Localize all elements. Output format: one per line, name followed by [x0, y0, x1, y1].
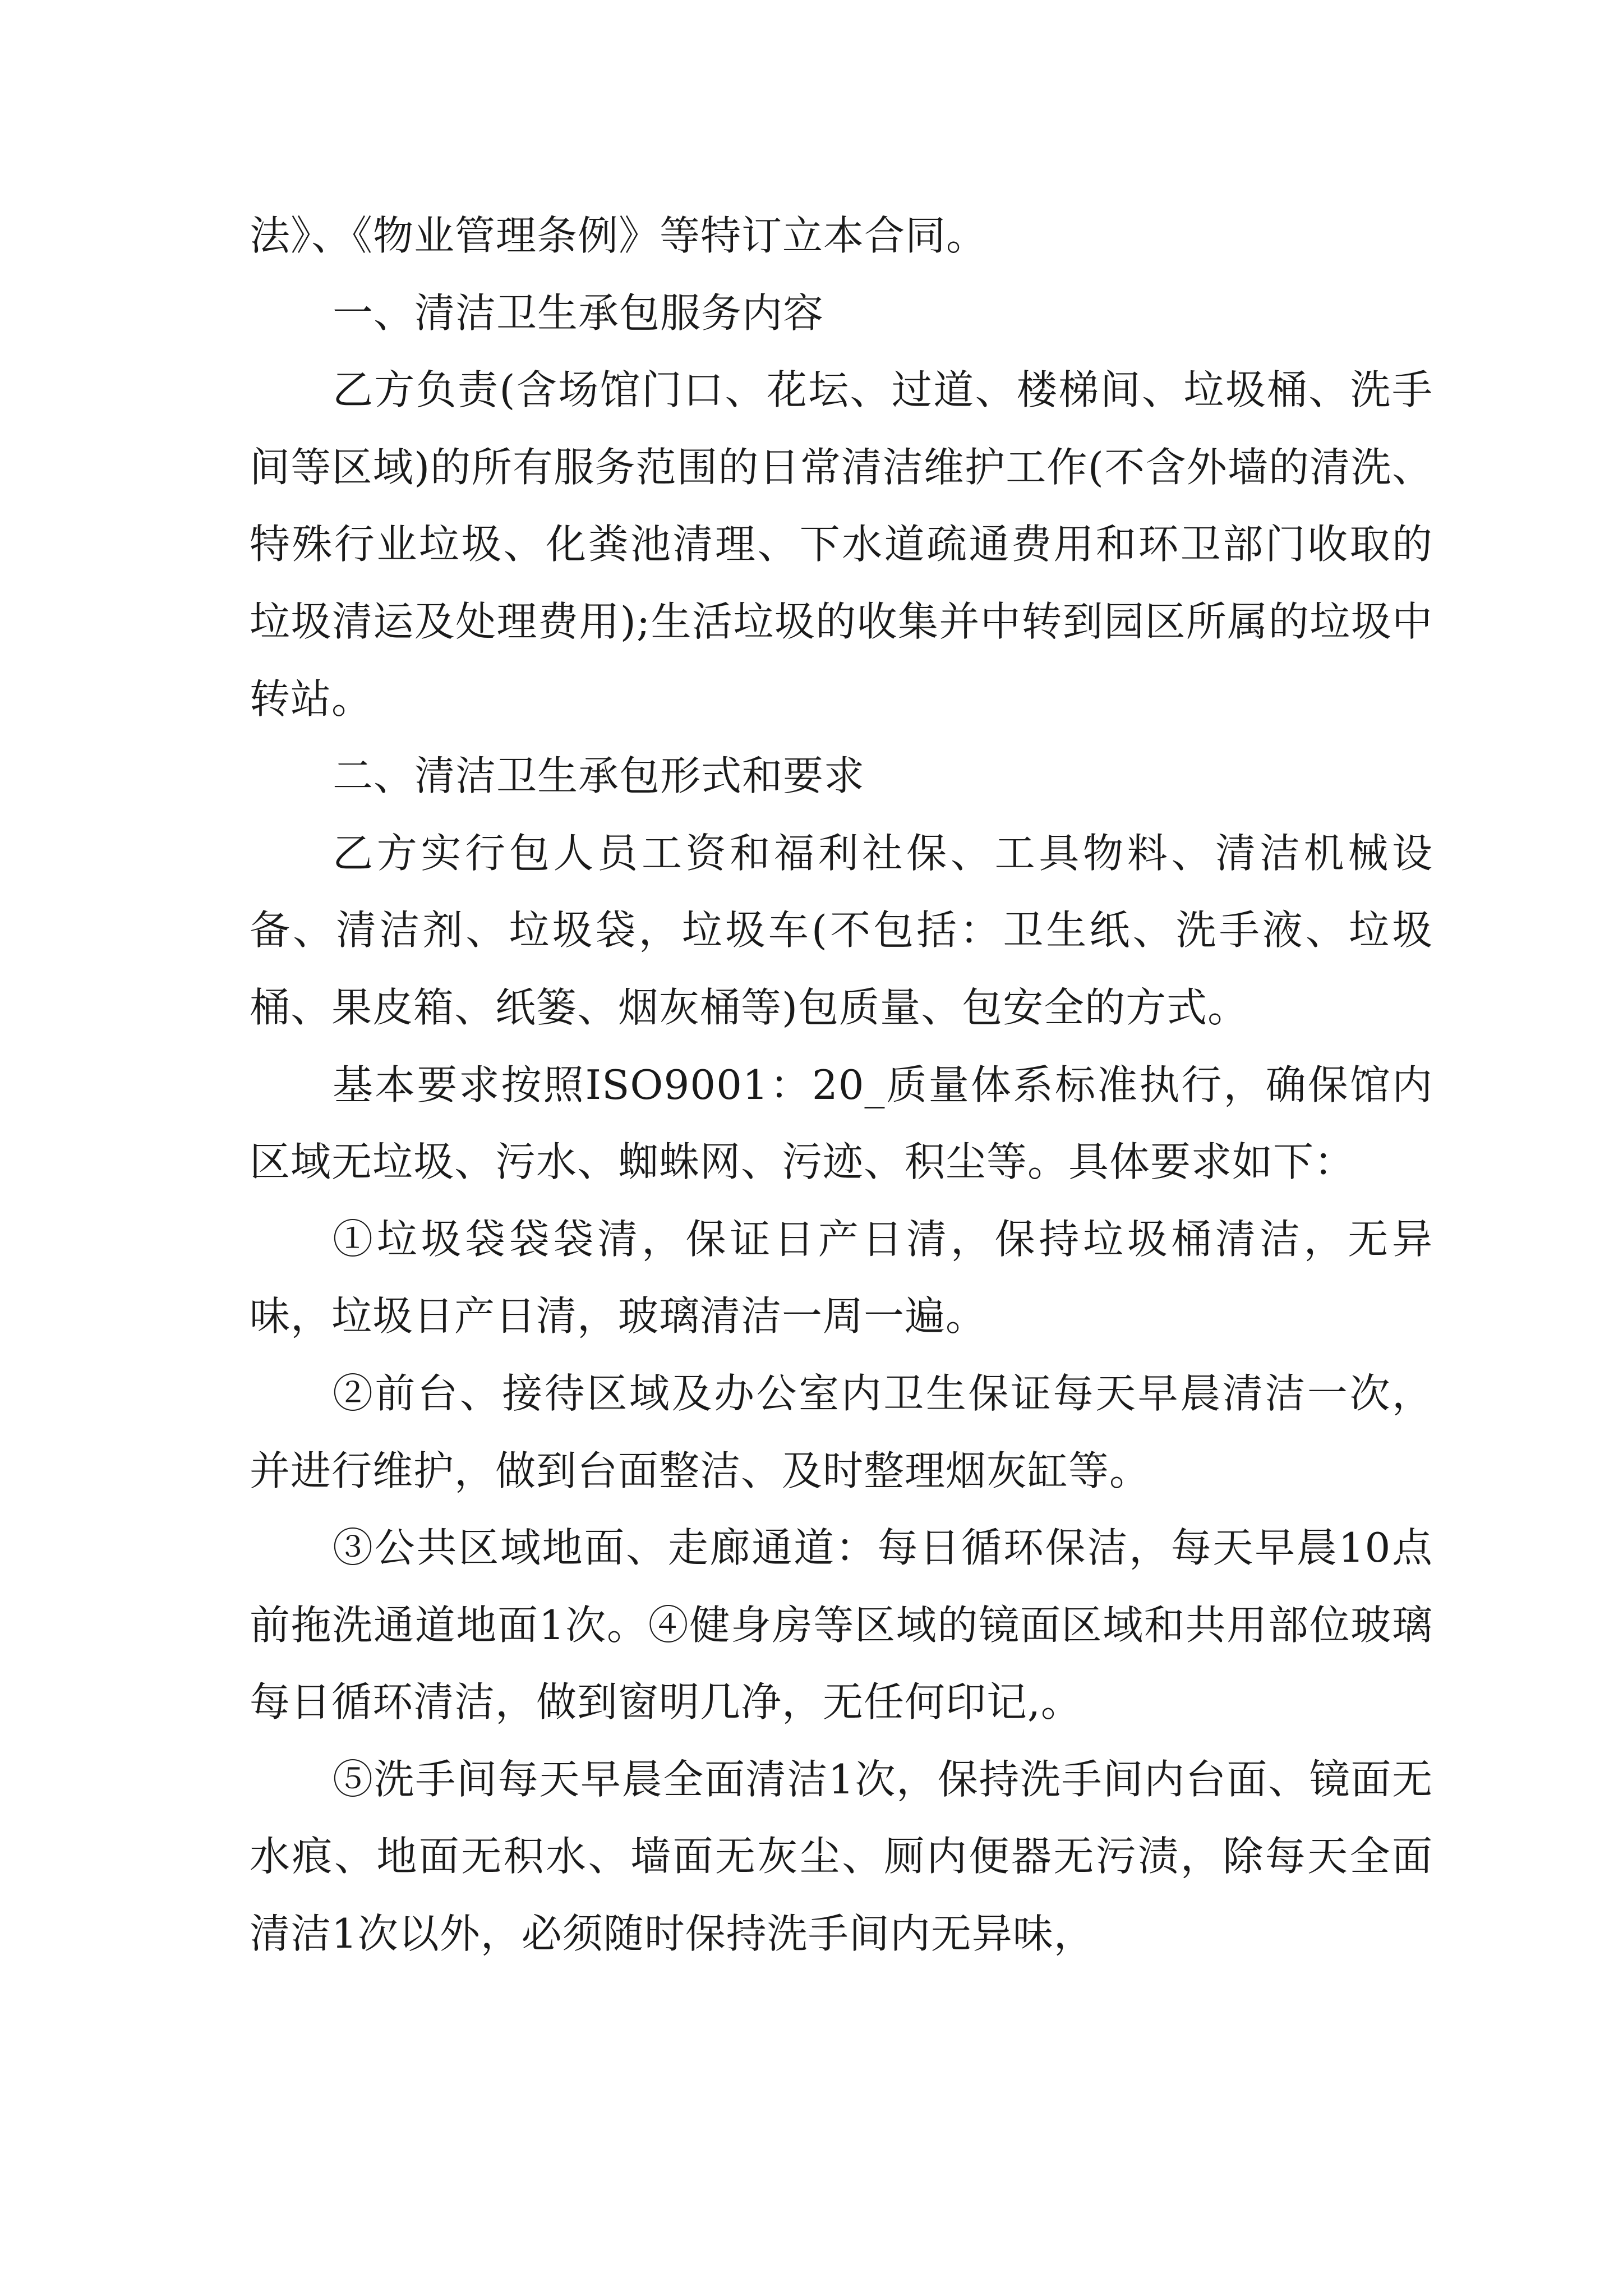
requirement-item-2: ②前台、接待区域及办公室内卫生保证每天早晨清洁一次，并进行维护，做到台面整洁、及时整理烟灰缸等。 — [250, 1369, 1433, 1494]
requirement-item-5: ⑤洗手间每天早晨全面清洁1次，保持洗手间内台面、镜面无水痕、地面无积水、墙面无灰尘、厕内便器无污渍，除每天全面清洁1次以外，必须随时保持洗手间内无异味， — [250, 1755, 1433, 1958]
paragraph-preamble-end: 法》、《物业管理条例》等特订立本合同。 — [250, 212, 988, 259]
contract-body — [250, 197, 1433, 1973]
paragraph-service-scope: 乙方负责(含场馆门口、花坛、过道、楼梯间、垃圾桶、洗手间等区域)的所有服务范围的日常清洁维护工作(不含外墙的清洗、特殊行业垃圾、化粪池清理、下水道疏通费用和环卫部门收取的垃圾清运及处理费用);生活垃圾的收集并中转到园区所属的垃圾中转站。 — [250, 366, 1433, 723]
paragraph-basic-requirements: 基本要求按照ISO9001：20_质量体系标准执行，确保馆内区域无垃圾、污水、蜘蛛网、污迹、积尘等。具体要求如下： — [250, 1061, 1433, 1186]
paragraph-contract-form: 乙方实行包人员工资和福利社保、工具物料、清洁机械设备、清洁剂、垃圾袋，垃圾车(不包括：卫生纸、洗手液、垃圾桶、果皮箱、纸篓、烟灰桶等)包质量、包安全的方式。 — [250, 829, 1433, 1031]
section-heading-form-requirements: 二、清洁卫生承包形式和要求 — [333, 752, 865, 800]
requirement-item-3-4: ③公共区域地面、走廊通道：每日循环保洁，每天早晨10点前拖洗通道地面1次。④健身房等区域的镜面区域和共用部位玻璃每日循环清洁，做到窗明几净，无任何印记,。 — [250, 1524, 1433, 1726]
section-heading-service-content: 一、清洁卫生承包服务内容 — [333, 289, 824, 337]
requirement-item-1: ①垃圾袋袋袋清，保证日产日清，保持垃圾桶清洁，无异味，垃圾日产日清，玻璃清洁一周一遍。 — [250, 1215, 1433, 1340]
